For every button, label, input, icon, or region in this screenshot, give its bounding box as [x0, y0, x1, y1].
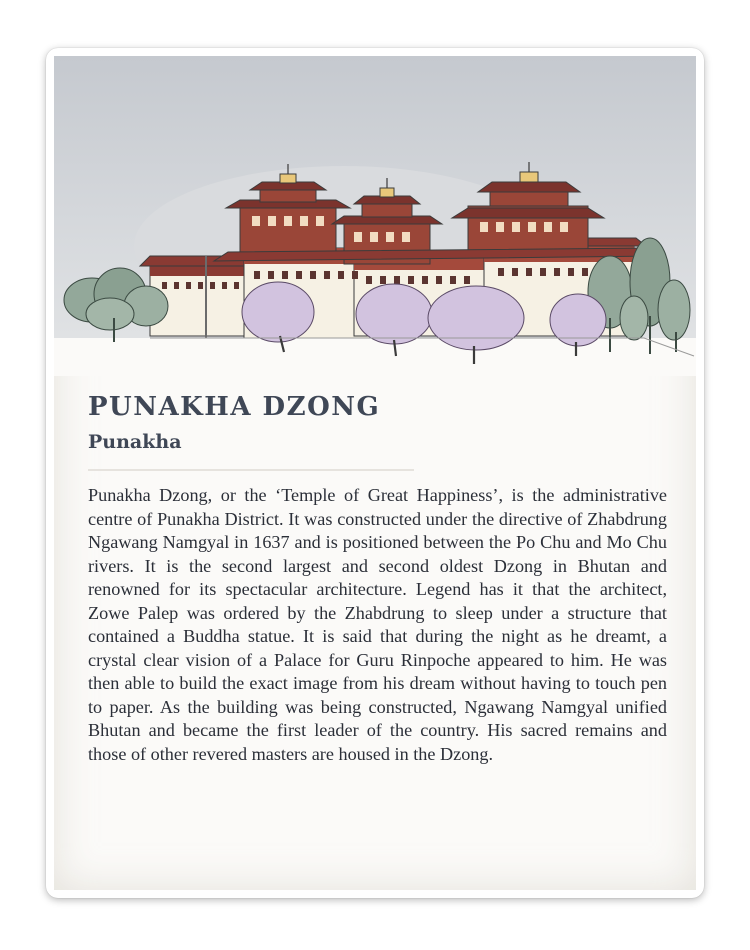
- attraction-description: Punakha Dzong, or the ‘Temple of Great Happiness’, is the administrative centre of Punakha District. It was constructed under the directive of Zhabdrung Ngawang Namgyal in 1637 and is positioned between the Po Chu and Mo Chu rivers. It is the second largest and second oldest Dzong in Bhutan and renowned for its spectacular architecture. Legend has it that the architect, Zowe Palep was ordered by the Zhabdrung to sleep under a structure that contained a Buddha statue. It is said that during the night as he dreamt, a crystal clear vision of a Palace for Guru Rinpoche appeared to him. He was then able to build the exact image from his dream without having to touch pen to paper. As the building was being constructed, Ngawang Namgyal unified Bhutan and became the first leader of the country. His sacred remains and those of other revered masters are housed in the Dzong.: [88, 485, 667, 764]
- attraction-card: [46, 48, 704, 898]
- punakha-dzong-illustration: [54, 56, 696, 376]
- attraction-location: Punakha: [88, 431, 182, 453]
- title-divider: [88, 469, 414, 471]
- card-panel: [54, 56, 696, 890]
- attraction-title: PUNAKHA DZONG: [88, 392, 381, 422]
